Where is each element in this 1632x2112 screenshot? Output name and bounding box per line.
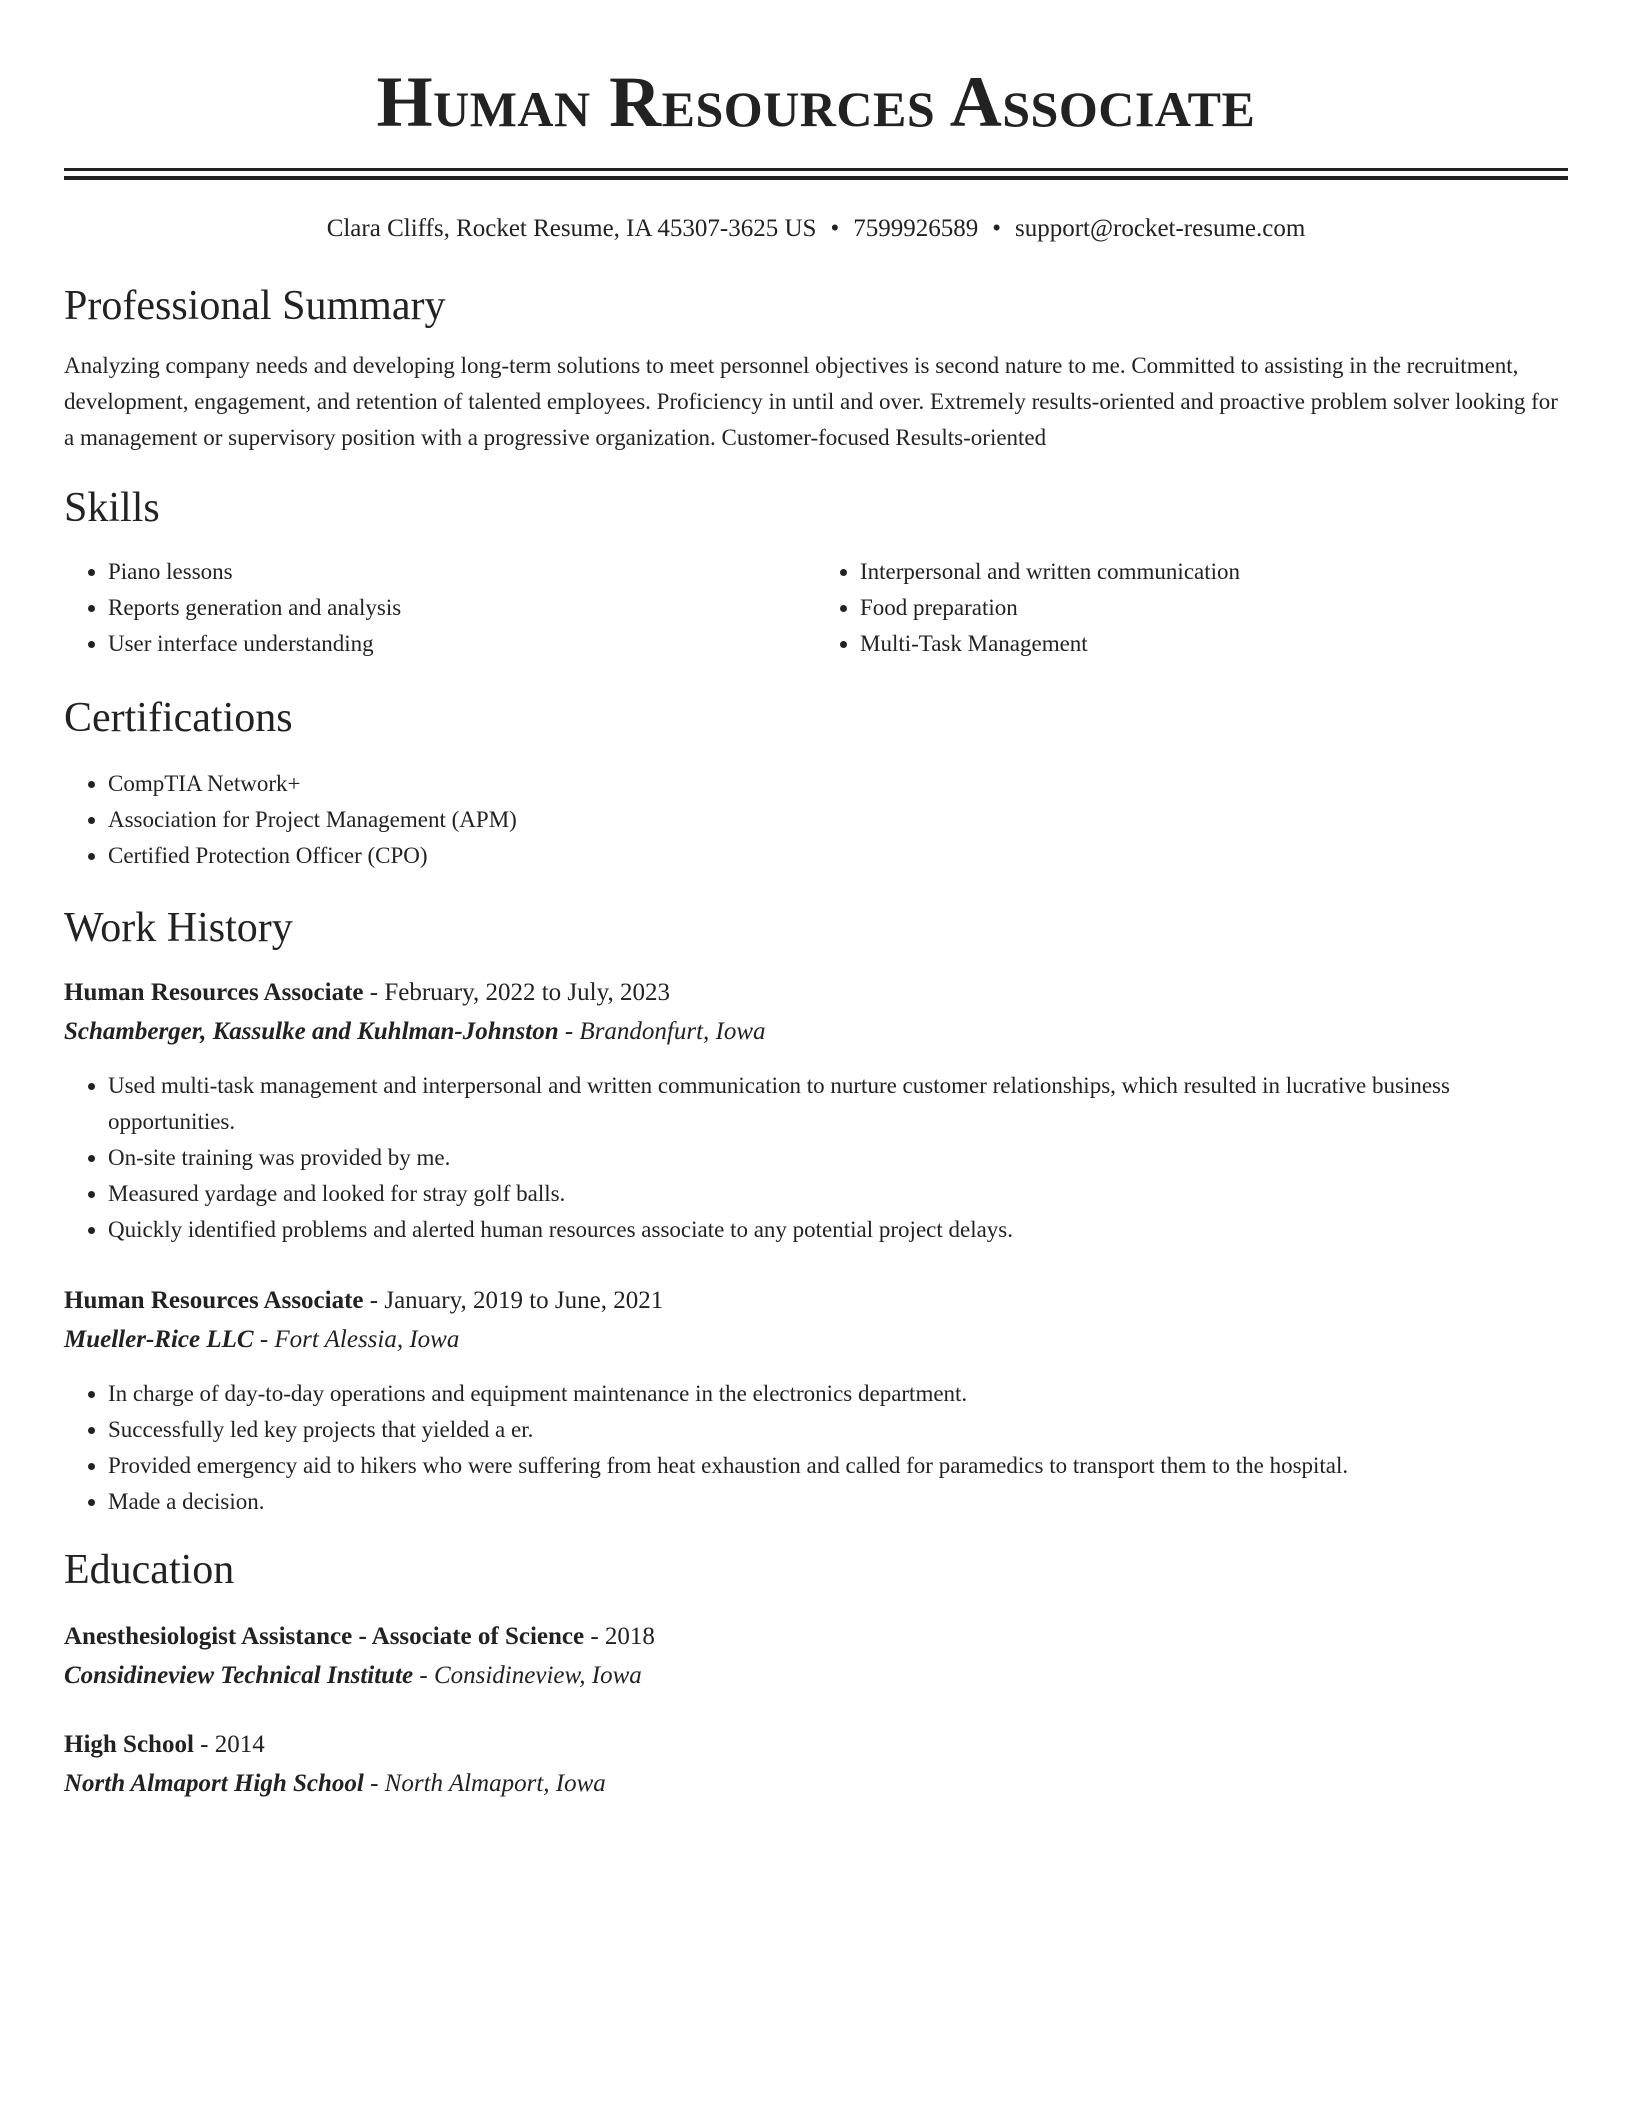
job-entry [64, 1282, 1568, 1520]
education-school-line [64, 1656, 1568, 1696]
summary-text: Analyzing company needs and developing long-term solutions to meet personnel objectives is second nature to me. Committed to assisting in the recruitment, development, engagement, and retention of talented employees. Proficiency in until and over. Extremely results-oriented and proactive problem solver looking for a management or supervisory position with a progressive organization. Customer-focused Results-oriented [64, 353, 1558, 450]
job-location: - Brandonfurt, Iowa [558, 1018, 766, 1045]
certification-item: • CompTIA Network+ [108, 766, 1568, 802]
job-dates: - January, 2019 to June, 2021 [363, 1287, 664, 1314]
job-entry [64, 974, 1568, 1248]
job-bullet: • In charge of day-to-day operations and equipment maintenance in the electronics department. [108, 1376, 1568, 1412]
contact-line [64, 212, 1568, 246]
skills-column-left [64, 554, 816, 662]
education-school: North Almaport High School [64, 1770, 364, 1797]
contact-address: Clara Cliffs, Rocket Resume, IA 45307-3625 US [326, 215, 817, 242]
job-role: Human Resources Associate [64, 979, 364, 1006]
skill-item: • Food preparation [860, 590, 1568, 626]
skill-item: • Interpersonal and written communication [860, 554, 1568, 590]
contact-phone: 7599926589 [853, 215, 979, 242]
education-location: - Considineview, Iowa [413, 1662, 642, 1689]
skills-heading: Skills [64, 485, 160, 531]
skill-item: • Multi-Task Management [860, 626, 1568, 662]
certifications-heading: Certifications [64, 695, 293, 741]
education-year: - 2014 [193, 1731, 265, 1758]
resume-title: Human Resources Associate [376, 62, 1256, 142]
education-school-line [64, 1764, 1568, 1804]
job-bullet: • Successfully led key projects that yielded a er. [108, 1412, 1568, 1448]
certification-item: • Association for Project Management (APM) [108, 802, 1568, 838]
job-role: Human Resources Associate [64, 1287, 364, 1314]
education-degree: High School [64, 1731, 194, 1758]
certification-item: • Certified Protection Officer (CPO) [108, 838, 1568, 874]
education-heading: Education [64, 1547, 235, 1593]
education-degree: Anesthesiologist Assistance - Associate of Science [64, 1623, 585, 1650]
job-bullets [64, 1068, 1568, 1248]
summary-heading: Professional Summary [64, 283, 446, 329]
education-entry [64, 1726, 1568, 1804]
skills-list [64, 554, 1568, 662]
job-bullet: • Used multi-task management and interpersonal and written communication to nurture customer relationships, which resulted in lucrative business opportunities. [108, 1068, 1568, 1140]
job-location: - Fort Alessia, Iowa [253, 1326, 460, 1353]
job-dates: - February, 2022 to July, 2023 [363, 979, 670, 1006]
education-header [64, 1726, 1568, 1764]
job-bullet: • On-site training was provided by me. [108, 1140, 1568, 1176]
education-entry [64, 1618, 1568, 1696]
job-header [64, 974, 1568, 1012]
certifications-list [64, 766, 1568, 874]
job-company: Mueller-Rice LLC [64, 1326, 254, 1353]
education-header [64, 1618, 1568, 1656]
skill-item: • Piano lessons [108, 554, 816, 590]
job-bullet: • Measured yardage and looked for stray golf balls. [108, 1176, 1568, 1212]
education-year: - 2018 [584, 1623, 655, 1650]
job-company: Schamberger, Kassulke and Kuhlman-Johnston [64, 1018, 559, 1045]
job-company-line [64, 1320, 1568, 1360]
job-header [64, 1282, 1568, 1320]
education-school: Considineview Technical Institute [64, 1662, 414, 1689]
education-location: - North Almaport, Iowa [363, 1770, 606, 1797]
contact-separator: • [830, 215, 840, 242]
job-bullet: • Provided emergency aid to hikers who were suffering from heat exhaustion and called for paramedics to transport them to the hospital. [108, 1448, 1568, 1484]
contact-email: support@rocket-resume.com [1015, 215, 1306, 242]
job-company-line [64, 1012, 1568, 1052]
skills-column-right [816, 554, 1568, 662]
job-bullet: • Quickly identified problems and alerted human resources associate to any potential project delays. [108, 1212, 1568, 1248]
skill-item: • Reports generation and analysis [108, 590, 816, 626]
contact-separator: • [992, 215, 1001, 242]
work-history-heading: Work History [64, 905, 293, 951]
job-bullets [64, 1376, 1568, 1520]
skill-item: • User interface understanding [108, 626, 816, 662]
job-bullet: • Made a decision. [108, 1484, 1568, 1520]
title-double-rule [64, 168, 1568, 180]
